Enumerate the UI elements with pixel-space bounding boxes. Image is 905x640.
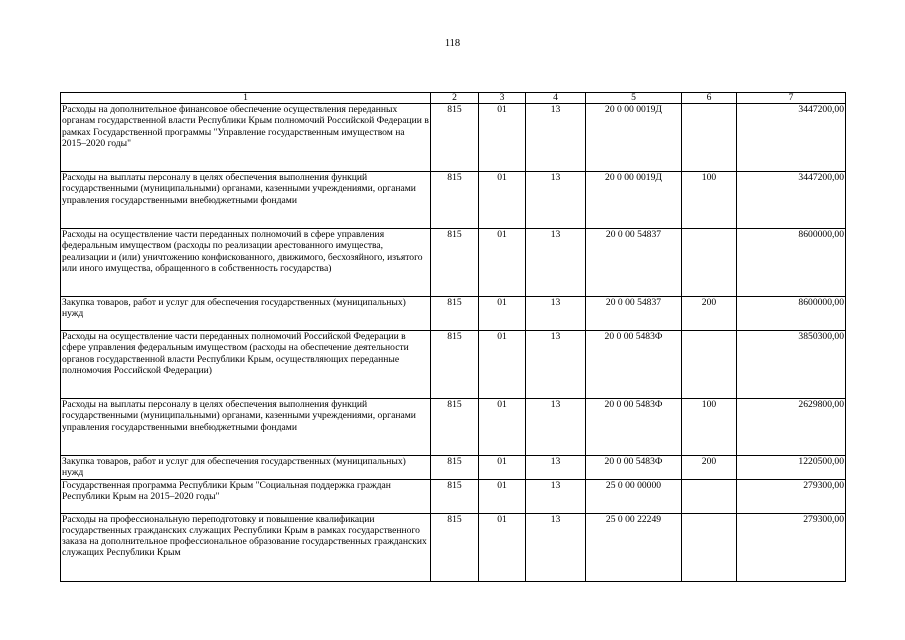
row-ministry-code: 815	[431, 456, 479, 480]
row-section-code: 01	[479, 172, 526, 229]
row-amount: 8600000,00	[737, 229, 846, 297]
row-ministry-code: 815	[431, 297, 479, 331]
table-row	[61, 479, 846, 513]
row-description: Закупка товаров, работ и услуг для обеспечения государственных (муниципальных) нужд	[61, 456, 431, 480]
row-ministry-code: 815	[431, 229, 479, 297]
row-amount: 2629800,00	[737, 399, 846, 456]
row-subsection-code: 13	[526, 331, 586, 399]
table-row	[61, 456, 846, 480]
table-row	[61, 399, 846, 456]
row-description: Расходы на выплаты персоналу в целях обеспечения выполнения функций государственными (муниципальными) органами, казенными учреждениями, органами управления государственными внебюджетными фондами	[61, 399, 431, 456]
column-number-6: 6	[682, 93, 737, 104]
row-ministry-code: 815	[431, 104, 479, 172]
row-description: Расходы на осуществление части переданных полномочий Российской Федерации в сфере управления федеральным имуществом (расходы на обеспечение деятельности органов государственной власти Республики Крым, осуществляющих переданные полномочия Российской Федерации)	[61, 331, 431, 399]
column-number-7: 7	[737, 93, 846, 104]
row-section-code: 01	[479, 513, 526, 581]
row-description: Расходы на выплаты персоналу в целях обеспечения выполнения функций государственными (муниципальными) органами, казенными учреждениями, органами управления государственными внебюджетными фондами	[61, 172, 431, 229]
row-expense-type-code	[682, 104, 737, 172]
row-amount: 1220500,00	[737, 456, 846, 480]
row-ministry-code: 815	[431, 513, 479, 581]
table-row	[61, 172, 846, 229]
row-amount: 3447200,00	[737, 104, 846, 172]
budget-table	[60, 92, 846, 582]
row-target-article-code: 25 0 00 22249	[586, 513, 682, 581]
row-description: Расходы на осуществление части переданных полномочий в сфере управления федеральным имуществом (расходы по реализации арестованного имущества, реализации и (или) уничтожению конфискованного, движимого, бесхозяйного, изъятого или иного имущества, обращенного в собственность государства)	[61, 229, 431, 297]
page-number: 118	[444, 38, 461, 49]
table-header-row	[61, 93, 846, 104]
column-number-4: 4	[526, 93, 586, 104]
row-section-code: 01	[479, 399, 526, 456]
row-subsection-code: 13	[526, 104, 586, 172]
row-ministry-code: 815	[431, 172, 479, 229]
row-description: Расходы на дополнительное финансовое обеспечение осуществления переданных органам государственной власти Республики Крым полномочий Российской Федерации в рамках Государственной программы "Управление государственным имуществом на 2015–2020 годы"	[61, 104, 431, 172]
row-subsection-code: 13	[526, 297, 586, 331]
row-amount: 279300,00	[737, 479, 846, 513]
row-target-article-code: 20 0 00 54837	[586, 229, 682, 297]
table-row	[61, 331, 846, 399]
column-number-1: 1	[61, 93, 431, 104]
row-target-article-code: 20 0 00 0019Д	[586, 104, 682, 172]
row-target-article-code: 20 0 00 5483Ф	[586, 399, 682, 456]
table-row	[61, 104, 846, 172]
row-target-article-code: 20 0 00 0019Д	[586, 172, 682, 229]
row-subsection-code: 13	[526, 229, 586, 297]
row-subsection-code: 13	[526, 479, 586, 513]
row-expense-type-code	[682, 331, 737, 399]
row-expense-type-code: 200	[682, 456, 737, 480]
row-description: Государственная программа Республики Крым "Социальная поддержка граждан Республики Крым на 2015–2020 годы"	[61, 479, 431, 513]
table-row	[61, 513, 846, 581]
table-row	[61, 297, 846, 331]
row-description: Закупка товаров, работ и услуг для обеспечения государственных (муниципальных) нужд	[61, 297, 431, 331]
column-number-2: 2	[431, 93, 479, 104]
row-target-article-code: 20 0 00 5483Ф	[586, 331, 682, 399]
row-ministry-code: 815	[431, 399, 479, 456]
row-amount: 279300,00	[737, 513, 846, 581]
row-expense-type-code: 100	[682, 172, 737, 229]
row-section-code: 01	[479, 479, 526, 513]
row-subsection-code: 13	[526, 399, 586, 456]
row-expense-type-code	[682, 479, 737, 513]
row-amount: 3850300,00	[737, 331, 846, 399]
row-amount: 3447200,00	[737, 172, 846, 229]
row-target-article-code: 20 0 00 54837	[586, 297, 682, 331]
column-number-5: 5	[586, 93, 682, 104]
row-section-code: 01	[479, 297, 526, 331]
row-ministry-code: 815	[431, 331, 479, 399]
row-expense-type-code	[682, 229, 737, 297]
row-subsection-code: 13	[526, 513, 586, 581]
column-number-3: 3	[479, 93, 526, 104]
row-section-code: 01	[479, 104, 526, 172]
row-section-code: 01	[479, 331, 526, 399]
row-amount: 8600000,00	[737, 297, 846, 331]
row-ministry-code: 815	[431, 479, 479, 513]
row-subsection-code: 13	[526, 172, 586, 229]
row-expense-type-code: 100	[682, 399, 737, 456]
row-section-code: 01	[479, 229, 526, 297]
row-expense-type-code	[682, 513, 737, 581]
row-expense-type-code: 200	[682, 297, 737, 331]
row-subsection-code: 13	[526, 456, 586, 480]
row-description: Расходы на профессиональную переподготовку и повышение квалификации государственных гражданских служащих Республики Крым в рамках государственного заказа на дополнительное профессиональное образование государственных гражданских служащих Республики Крым	[61, 513, 431, 581]
row-target-article-code: 25 0 00 00000	[586, 479, 682, 513]
table-row	[61, 229, 846, 297]
row-target-article-code: 20 0 00 5483Ф	[586, 456, 682, 480]
row-section-code: 01	[479, 456, 526, 480]
